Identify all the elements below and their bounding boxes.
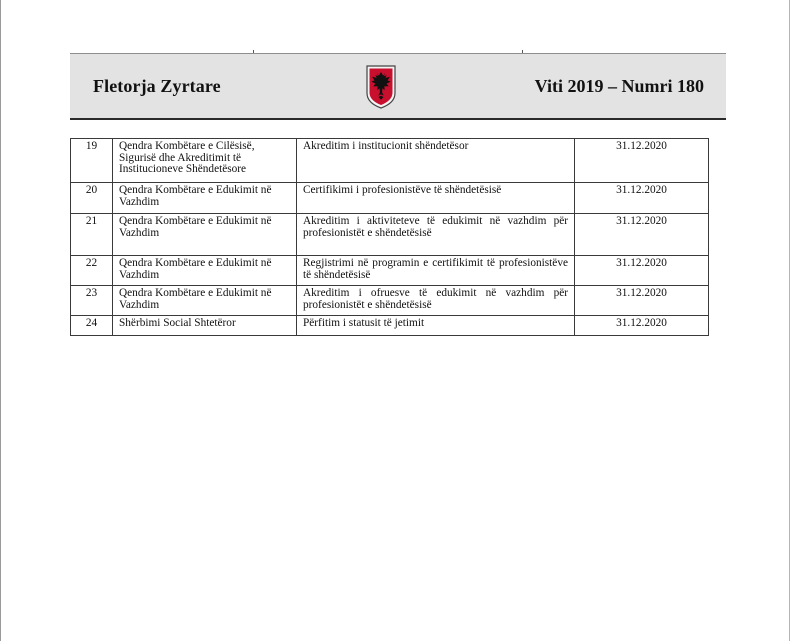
institution-cell: Qendra Kombëtare e Edukimit në Vazhdim: [113, 214, 297, 256]
row-number: 24: [71, 316, 113, 336]
table-row: [71, 139, 709, 183]
service-cell: Certifikimi i profesionistëve të shëndetësisë: [297, 183, 575, 214]
row-number: 19: [71, 139, 113, 183]
row-number: 21: [71, 214, 113, 256]
date-cell: 31.12.2020: [575, 139, 709, 183]
service-cell: Akreditim i aktiviteteve të edukimit në vazhdim për profesionistët e shëndetësisë: [297, 214, 575, 256]
albanian-coat-of-arms-icon: [365, 63, 397, 109]
date-cell: 31.12.2020: [575, 286, 709, 316]
institution-cell: Shërbimi Social Shtetëror: [113, 316, 297, 336]
date-cell: 31.12.2020: [575, 316, 709, 336]
institution-cell: Qendra Kombëtare e Edukimit në Vazhdim: [113, 256, 297, 286]
table-row: [71, 286, 709, 316]
gazette-title: Fletorja Zyrtare: [93, 76, 221, 96]
table-row: [71, 256, 709, 286]
table-row: [71, 214, 709, 256]
page-left-edge: [0, 0, 1, 641]
institution-cell: Qendra Kombëtare e Edukimit në Vazhdim: [113, 183, 297, 214]
service-cell: Regjistrimi në programin e certifikimit të profesionistëve të shëndetësisë: [297, 256, 575, 286]
issue-number: Viti 2019 – Numri 180: [534, 76, 704, 96]
row-number: 20: [71, 183, 113, 214]
table-row: [71, 316, 709, 336]
date-cell: 31.12.2020: [575, 214, 709, 256]
service-cell: Përfitim i statusit të jetimit: [297, 316, 575, 336]
institution-cell: Qendra Kombëtare e Cilësisë, Sigurisë dhe Akreditimit të Institucioneve Shëndetësore: [113, 139, 297, 183]
row-number: 22: [71, 256, 113, 286]
service-cell: Akreditim i ofruesve të edukimit në vazhdim për profesionistët e shëndetësisë: [297, 286, 575, 316]
date-cell: 31.12.2020: [575, 183, 709, 214]
row-number: 23: [71, 286, 113, 316]
institution-cell: Qendra Kombëtare e Edukimit në Vazhdim: [113, 286, 297, 316]
services-table: [70, 138, 709, 336]
date-cell: 31.12.2020: [575, 256, 709, 286]
page-header: [70, 53, 726, 120]
service-cell: Akreditim i institucionit shëndetësor: [297, 139, 575, 183]
table-row: [71, 183, 709, 214]
